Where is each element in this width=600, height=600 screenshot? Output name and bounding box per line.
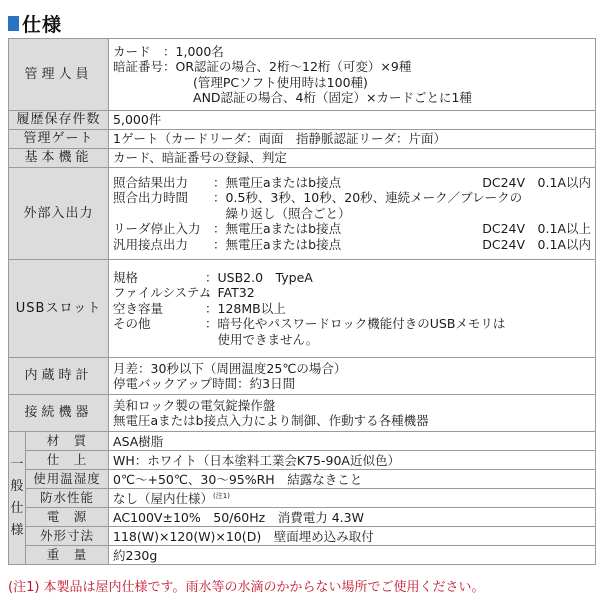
ippan-sub-label: 仕 上 <box>26 450 109 469</box>
footnote: (注1) 本製品は屋内仕様です。雨水等の水滴のかからない場所でご使用ください。 <box>8 580 485 595</box>
usb-item: 使用できません。 <box>205 331 319 347</box>
value-kihon: カード、暗証番号の登録、判定 <box>109 149 596 168</box>
kanri-line: (管理PCソフト使用時は100種) <box>193 74 368 90</box>
ippan-sub-label: 材 質 <box>26 432 109 451</box>
ippan-value: WH：ホワイト（日本塗料工業会K75-90A近似色） <box>109 450 596 469</box>
ippan-row <box>9 432 596 451</box>
ippan-row <box>9 450 596 469</box>
gaibu-item: 繰り返し（照合ごと） <box>213 205 351 221</box>
ippan-value: 118(W)×120(W)×10(D) 壁面埋め込み取付 <box>109 526 596 545</box>
gaibu-item: リーダ停止入力 ：無電圧aまたはb接点 DC24V 0.1A以上 <box>113 221 591 237</box>
heading-title: 仕様 <box>22 13 63 36</box>
ippan-row <box>9 507 596 526</box>
kanri-line: 暗証番号：OR認証の場合、2桁～12桁（可変）×9種 <box>113 59 412 74</box>
label-gate: 管理ゲート <box>9 130 109 149</box>
gaibu-item: 照合結果出力 ：無電圧aまたはb接点 DC24V 0.1A以内 <box>113 174 591 190</box>
tokei-line: 停電バックアップ時間：約3日間 <box>113 376 296 391</box>
value-tokei <box>109 358 596 395</box>
usb-item: ファイルシステム ：FAT32 <box>113 285 255 301</box>
ippan-sub-label: 重 量 <box>26 545 109 564</box>
label-setsuzoku: 接続機器 <box>9 395 109 432</box>
ippan-value: ASA樹脂 <box>109 432 596 451</box>
ippan-sub-label: 使用温湿度 <box>26 469 109 488</box>
row-gate <box>9 130 596 149</box>
ippan-value: AC100V±10% 50/60Hz 消費電力 4.3W <box>109 507 596 526</box>
footnote-marker: (注1) <box>213 491 230 500</box>
ippan-sub-label: 外形寸法 <box>26 526 109 545</box>
tokei-line: 月差：30秒以下（周囲温度25℃の場合） <box>113 360 347 376</box>
usb-item: その他 ：暗号化やパスワードロック機能付きのUSBメモリは <box>113 316 506 332</box>
ippan-value: 0℃～+50℃、30～95%RH 結露なきこと <box>109 469 596 488</box>
ippan-row <box>9 469 596 488</box>
heading-square-icon <box>8 16 19 31</box>
label-kanri: 管理人員 <box>9 39 109 111</box>
kanri-line: AND認証の場合、4桁（固定）×カードごとに1種 <box>193 90 472 105</box>
label-ippan: 一 般 仕 様 <box>9 432 26 565</box>
value-gate: 1ゲート（カードリーダ：両面 指静脈認証リーダ：片面） <box>109 130 596 149</box>
ippan-row <box>9 488 596 507</box>
value-kanri <box>109 39 596 111</box>
usb-item: 規格 ：USB2.0 TypeA <box>113 269 313 285</box>
setsuzoku-line: 無電圧aまたはb接点入力により制御、作動する各種機器 <box>113 413 429 428</box>
row-tokei <box>9 358 596 395</box>
spec-table <box>8 38 596 565</box>
row-rireki <box>9 111 596 130</box>
gaibu-item: 汎用接点出力 ：無電圧aまたはb接点 DC24V 0.1A以内 <box>113 236 591 252</box>
setsuzoku-line: 美和ロック製の電気錠操作盤 <box>113 397 276 413</box>
ippan-sub-label: 防水性能 <box>26 488 109 507</box>
label-rireki: 履歴保存件数 <box>9 111 109 130</box>
gaibu-item: 照合出力時間 ：0.5秒、3秒、10秒、20秒、連続メーク／ブレークの <box>113 190 523 206</box>
row-setsuzoku <box>9 395 596 432</box>
label-usb: USBスロット <box>9 260 109 358</box>
ippan-row <box>9 526 596 545</box>
row-usb <box>9 260 596 358</box>
value-usb <box>109 260 596 358</box>
value-gaibu <box>109 168 596 260</box>
label-gaibu: 外部入出力 <box>9 168 109 260</box>
usb-item: 空き容量 ：128MB以上 <box>113 300 286 316</box>
ippan-row <box>9 545 596 564</box>
ippan-sub-label: 電 源 <box>26 507 109 526</box>
label-tokei: 内蔵時計 <box>9 358 109 395</box>
ippan-value: なし（屋内仕様）$^{(注1)}$ <box>109 488 596 507</box>
kanri-line: カード ：1,000名 <box>113 43 224 59</box>
row-kihon <box>9 149 596 168</box>
ippan-value: 約230g <box>109 545 596 564</box>
row-kanri <box>9 39 596 111</box>
value-setsuzoku <box>109 395 596 432</box>
spec-heading <box>8 10 62 36</box>
value-rireki: 5,000件 <box>109 111 596 130</box>
row-gaibu <box>9 168 596 260</box>
label-kihon: 基本機能 <box>9 149 109 168</box>
